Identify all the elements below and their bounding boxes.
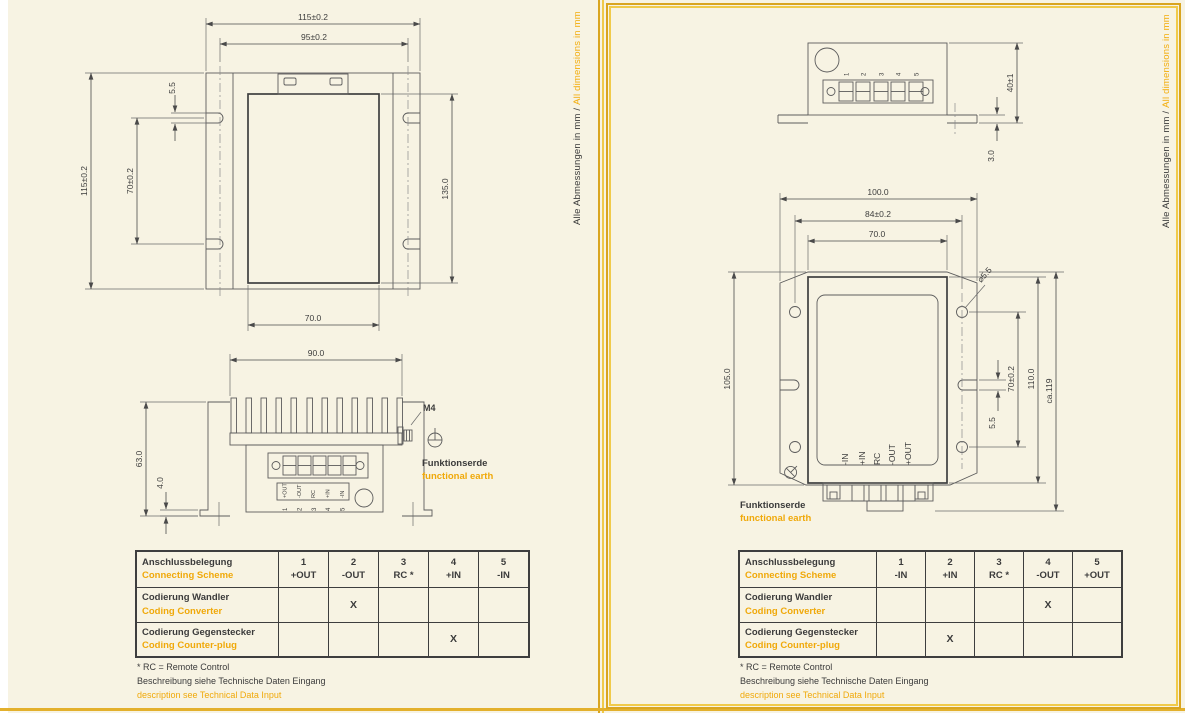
- module-body-outline: [808, 277, 947, 483]
- pin-label: -IN: [340, 490, 346, 498]
- pin-label: +IN: [325, 489, 332, 498]
- connection-table-left: [135, 550, 530, 658]
- module-body-outline: [248, 74, 379, 283]
- earth-label-de: Funktionserde: [740, 500, 806, 511]
- dim-outer-width: 100.0: [867, 187, 889, 197]
- col-num: 2: [947, 556, 953, 568]
- dimensions-note-en: All dimensions in mm: [572, 11, 583, 105]
- functional-earth-icon: [782, 462, 801, 481]
- pin-number: 5: [340, 507, 347, 511]
- col-label: -IN: [894, 570, 908, 582]
- col-num: 5: [500, 556, 507, 568]
- dim-module-height: 40±1: [1005, 73, 1015, 93]
- dim-body-width: 70.0: [304, 313, 322, 323]
- terminal-block: [823, 80, 933, 103]
- dimensions-note-en: All dimensions in mm: [1161, 14, 1172, 108]
- coding-mark: [975, 587, 1024, 622]
- row-label-en: Coding Counter-plug: [745, 640, 840, 652]
- pin-number: 1: [844, 72, 851, 76]
- footnote-de: Beschreibung siehe Technische Daten Eingang: [740, 676, 929, 686]
- row-label-en: Coding Counter-plug: [142, 640, 237, 652]
- dim-height: 63.0: [134, 450, 144, 468]
- coding-mark: [1024, 622, 1073, 657]
- coding-mark: [379, 622, 429, 657]
- row-label-en: Coding Converter: [745, 605, 826, 617]
- pin-number: 4: [326, 507, 333, 511]
- dim-flange-thickness: 4.0: [155, 477, 165, 489]
- dimensions-note-de: Alle Abmessungen in mm /: [1161, 107, 1172, 228]
- dim-hole-spacing-w: 84±0.2: [865, 209, 891, 219]
- col-label: +OUT: [1084, 570, 1110, 582]
- m4-screw: [398, 412, 421, 444]
- connection-table-right: [738, 550, 1123, 658]
- footnote-de: Beschreibung siehe Technische Daten Eingang: [137, 676, 326, 686]
- dimension-lines: [85, 18, 458, 331]
- col-label: +IN: [445, 570, 462, 582]
- dimensions-note-right: [1161, 8, 1176, 228]
- pin-label: -IN: [840, 453, 850, 465]
- terminal-label-box: [277, 483, 373, 511]
- coding-mark: [975, 622, 1024, 657]
- earth-label-en: functional earth: [422, 471, 494, 482]
- pin-label: -OUT: [887, 444, 897, 465]
- left-module-side-view-drawing: [130, 342, 508, 550]
- table-title-en: Connecting Scheme: [745, 570, 837, 582]
- coding-mark: [877, 622, 926, 657]
- col-num: 2: [350, 556, 357, 568]
- dim-flange-thickness: 3.0: [986, 150, 996, 162]
- pin-label: RC: [872, 452, 882, 465]
- left-panel-right-border: [598, 0, 600, 713]
- dim-body-width: 70.0: [868, 229, 886, 239]
- col-num: 3: [996, 556, 1002, 568]
- coding-mark: X: [1024, 587, 1073, 622]
- col-num: 4: [450, 556, 457, 568]
- col-label: -OUT: [341, 570, 366, 582]
- pin-label: +IN: [857, 451, 867, 465]
- pin-number: 4: [896, 72, 903, 76]
- dim-hole-spacing-w: 95±0.2: [301, 32, 327, 42]
- row-label-de: Codierung Gegenstecker: [142, 626, 255, 638]
- dim-outer-width: 115±0.2: [297, 12, 329, 22]
- col-label: RC *: [393, 570, 414, 582]
- mounting-bracket-left: [200, 402, 230, 526]
- coding-mark: [279, 622, 329, 657]
- footnote-rc: * RC = Remote Control: [137, 662, 230, 672]
- left-panel-right-border-inner: [602, 0, 604, 713]
- earth-label-en: functional earth: [740, 513, 812, 524]
- coding-mark: [329, 622, 379, 657]
- row-label-de: Codierung Wandler: [745, 592, 833, 604]
- dim-outer-height: 115±0.2: [79, 165, 89, 197]
- right-module-front-view-drawing: [700, 175, 1092, 537]
- coding-mark: [279, 587, 329, 622]
- table-title-de: Anschlussbelegung: [745, 556, 836, 568]
- footnote-en: description see Technical Data Input: [137, 690, 282, 700]
- dim-body-height: 110.0: [1026, 368, 1036, 390]
- dim-slot-spacing: 70±0.2: [125, 168, 135, 194]
- left-module-top-view-drawing: [75, 8, 473, 342]
- table-title-de: Anschlussbelegung: [142, 556, 233, 568]
- col-label: +OUT: [290, 570, 317, 582]
- coding-mark: [479, 622, 530, 657]
- coding-mark: X: [329, 587, 379, 622]
- footnote-rc: * RC = Remote Control: [740, 662, 833, 672]
- dim-total-height: ca.119: [1044, 378, 1054, 404]
- dim-slot-width: 5.5: [987, 417, 997, 429]
- right-module-top-view-drawing: [765, 25, 1043, 177]
- heatsink-outline: [230, 398, 403, 445]
- dim-hole-spacing-h: 70±0.2: [1006, 366, 1016, 392]
- screw-size-label: M4: [423, 403, 436, 413]
- col-num: 1: [300, 556, 307, 568]
- dim-body-height: 135.0: [440, 178, 450, 200]
- pin-number: 2: [297, 507, 304, 511]
- coding-mark: [926, 587, 975, 622]
- earth-label-de: Funktionserde: [422, 458, 488, 469]
- module-body-top: [808, 43, 947, 115]
- pin-number: 2: [861, 72, 868, 76]
- col-label: -OUT: [1036, 570, 1060, 582]
- functional-earth-icon: [428, 428, 442, 447]
- pin-label: RC: [311, 490, 318, 498]
- coding-mark: X: [429, 622, 479, 657]
- connector-pins: [823, 483, 933, 511]
- dim-plate-height: 105.0: [722, 368, 732, 390]
- footnote-en: description see Technical Data Input: [740, 690, 885, 700]
- dimensions-note-de: Alle Abmessungen in mm /: [572, 104, 583, 225]
- pin-number: 3: [311, 507, 318, 511]
- coding-mark: [429, 587, 479, 622]
- col-label: RC *: [988, 570, 1010, 582]
- dim-hole-diameter: ⌀5.5: [975, 265, 994, 285]
- row-label-en: Coding Converter: [142, 605, 223, 617]
- pin-label: +OUT: [903, 442, 913, 465]
- dim-slot-width: 5.5: [167, 82, 177, 94]
- col-num: 4: [1045, 556, 1051, 568]
- dim-heatsink-width: 90.0: [307, 348, 325, 358]
- module-body-side: [246, 445, 383, 512]
- col-num: 1: [898, 556, 904, 568]
- row-label-de: Codierung Gegenstecker: [745, 626, 858, 638]
- pin-label: +OUT: [282, 483, 289, 498]
- terminal-block: [268, 453, 368, 478]
- col-num: 3: [400, 556, 407, 568]
- coding-mark: [877, 587, 926, 622]
- coding-mark: [1073, 587, 1123, 622]
- pin-number: 1: [283, 507, 289, 511]
- coding-mark: [1073, 622, 1123, 657]
- coding-mark: X: [926, 622, 975, 657]
- page-edge-strip: [0, 0, 8, 713]
- row-label-de: Codierung Wandler: [142, 592, 230, 604]
- pin-label: -OUT: [296, 484, 303, 498]
- dimensions-note-left: [572, 5, 587, 225]
- footnotes-left: [137, 660, 325, 702]
- coding-mark: [479, 587, 530, 622]
- mounting-plate-outline: [206, 66, 420, 296]
- coding-mark: [379, 587, 429, 622]
- col-label: -IN: [497, 570, 510, 582]
- footnotes-right: [740, 660, 928, 702]
- col-num: 5: [1094, 556, 1100, 568]
- pin-number: 5: [914, 72, 921, 76]
- col-label: +IN: [942, 570, 958, 582]
- pin-number: 3: [879, 72, 886, 76]
- table-title-en: Connecting Scheme: [142, 570, 234, 582]
